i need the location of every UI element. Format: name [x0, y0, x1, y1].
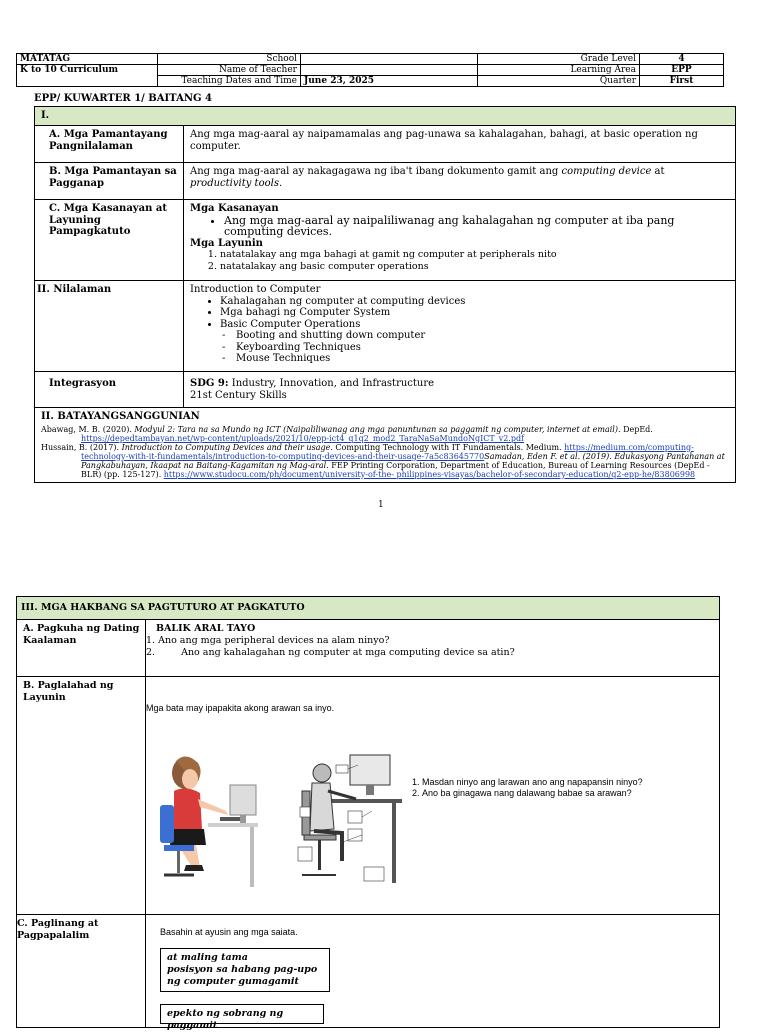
grade-value: 4: [640, 54, 724, 65]
section3-heading: III. MGA HAKBANG SA PAGTUTURO AT PAGKATUTO: [17, 597, 720, 620]
brand-line2: K to 10 Curriculum: [17, 65, 158, 87]
header-table: [16, 53, 724, 87]
integrasyon-label: Integrasyon: [35, 372, 184, 408]
nilalaman-label: II. Nilalaman: [35, 281, 184, 372]
woman-at-computer-illustration: [156, 751, 258, 889]
references: Abawag, M. B. (2020). Modyul 2: Tara na sa Mundo ng ICT (Naipaliliwanag ang mga panuntunan sa paggamit ng computer, internet at email). DepEd. https://depedtambayan.net/wp-content/uploads/2021/10/epp-ict4_q1q2_mod2_TaraNaSaMundoNgICT_v2.pdf Hussain, B. (2017). Introduction to Computing Devices and their usage. Computing Technology with IT Fundamentals. Medium. https://medium.com/computing-technology-with-it-fundamentals/introduction-to-computing-devices-and-their-usage-7a5c83645770Samadan, Eden F. et al. (2019). Edukasyong Pantahanan at Pangkabuhayan, Ikaapat na Baitang-Kagamitan ng Mag-aral. FEP Printing Corporation, Department of Education, Bureau of Learning Resources (DepEd -BLR) (pp. 125-127). https://www.studocu.com/ph/document/university-of-the- philippines-visayas/bachelor-of-secondary-education/q2-epp-he/83806998: [41, 424, 725, 479]
row-a-content: Ang mga mag-aaral ay naipamamalas ang pag-unawa sa kahalagahan, bahagi, at basic operation ng computer.: [184, 126, 736, 163]
steps-table: [16, 596, 720, 1031]
nilalaman-item: • Kahalagahan ng computer at computing devices: [220, 296, 729, 308]
nilalaman-item: • Basic Computer Operations: [220, 319, 729, 331]
area-label: Learning Area: [478, 65, 640, 76]
layunin-item: 1. natatalakay ang mga bahagi at gamit ng computer at peripherals nito: [220, 249, 729, 261]
grade-label: Grade Level: [478, 54, 640, 65]
step-b-label: B. Paglalahad ng Layunin: [17, 677, 146, 915]
ref1-link[interactable]: https://depedtambayan.net/wp-content/uploads/2021/10/epp-ict4_q1q2_mod2_TaraNaSaMundoNgICT_v2.pdf: [81, 433, 525, 443]
nilalaman-title: Introduction to Computer: [190, 284, 321, 295]
step-a-q1: 1. Ano ang mga peripheral devices na alam ninyo?: [146, 635, 390, 646]
layunin-title: Mga Layunin: [190, 237, 263, 249]
nilalaman-item: • Mga bahagi ng Computer System: [220, 307, 729, 319]
jumbled-words-box-1: at maling tama posisyon sa habang pag-upo ng computer gumagamit: [160, 948, 330, 992]
nilalaman-subitem: - Booting and shutting down computer: [236, 330, 729, 342]
page-number: 1: [378, 500, 384, 510]
step-a-label: A. Pagkuha ng Dating Kaalaman: [17, 620, 146, 677]
ergonomic-posture-diagram: [296, 751, 402, 889]
step-a-q2: 2. Ano ang kahalagahan ng computer at mga computing device sa atin?: [146, 647, 515, 658]
step-b-questions: [404, 777, 643, 799]
row-a-label: A. Mga Pamantayang Pangnilalaman: [35, 126, 184, 163]
step-b-question: 2. Ano ba ginagawa nang dalawang babae sa arawan?: [422, 788, 643, 799]
row-c-content: [184, 200, 736, 281]
step-c-instruction: Basahin at ayusin ang mga saiata.: [160, 927, 298, 937]
integrasyon-content: SDG 9: Industry, Innovation, and Infrastructure 21st Century Skills: [184, 372, 736, 408]
kasanayan-title: Mga Kasanayan: [190, 203, 279, 214]
quarter-label: Quarter: [478, 76, 640, 87]
dates-label: Teaching Dates and Time: [158, 76, 301, 87]
batayang-sanggunian: [35, 408, 736, 483]
quarter-value: First: [640, 76, 724, 87]
step-a-content: [146, 620, 720, 677]
nilalaman-subitem: - Keyboarding Techniques: [236, 342, 729, 354]
row-b-label: B. Mga Pamantayan sa Pagganap: [35, 163, 184, 200]
row-b-content: Ang mga mag-aaral ay nakagagawa ng iba't ibang dokumento gamit ang computing device at productivity tools.: [184, 163, 736, 200]
teacher-label: Name of Teacher: [158, 65, 301, 76]
jumbled-words-box-2: epekto ng sobrang ng paggamit: [160, 1004, 324, 1024]
school-value: [301, 54, 478, 65]
ref2-link[interactable]: https://medium.com/computing-technology-with-it-fundamentals/introduction-to-computing-devices-and-their-usage-7a5c83645770: [81, 442, 694, 461]
ref3-link[interactable]: https://www.studocu.com/ph/document/university-of-the- philippines-visayas/bachelor-of-secondary-education/q2-epp-he/83806998: [163, 469, 696, 479]
lesson-plan-table: [34, 106, 736, 483]
area-value: EPP: [640, 65, 724, 76]
teacher-value: [301, 65, 478, 76]
brand-line1: MATATAG: [17, 54, 158, 65]
step-c-content: [146, 915, 720, 1031]
nilalaman-subitem: - Mouse Techniques: [236, 353, 729, 365]
step-b-content: [146, 677, 720, 915]
row-c-label: C. Mga Kasanayan at Layuning Pampagkatuto: [35, 200, 184, 281]
dates-value: June 23, 2025: [301, 76, 478, 87]
subject-line: EPP/ KUWARTER 1/ BAITANG 4: [34, 93, 212, 104]
step-b-intro: Mga bata may ipapakita akong arawan sa inyo.: [146, 703, 335, 713]
school-label: School: [158, 54, 301, 65]
section1-heading: I.: [35, 107, 736, 126]
kasanayan-item: • Ang mga mag-aaral ay naipaliliwanag ang kahalagahan ng computer at iba pang computing devices.: [224, 215, 729, 238]
balik-aral-title: BALIK ARAL TAYO: [156, 623, 256, 634]
nilalaman-content: [184, 281, 736, 372]
step-b-question: 1. Masdan ninyo ang larawan ano ang napapansin ninyo?: [422, 777, 643, 788]
batayang-heading: II. BATAYANGSANGGUNIAN: [41, 411, 200, 422]
step-c-label: C. Paglinang at Pagpapalalim: [17, 915, 146, 1028]
layunin-item: 2. natatalakay ang basic computer operations: [220, 261, 729, 273]
